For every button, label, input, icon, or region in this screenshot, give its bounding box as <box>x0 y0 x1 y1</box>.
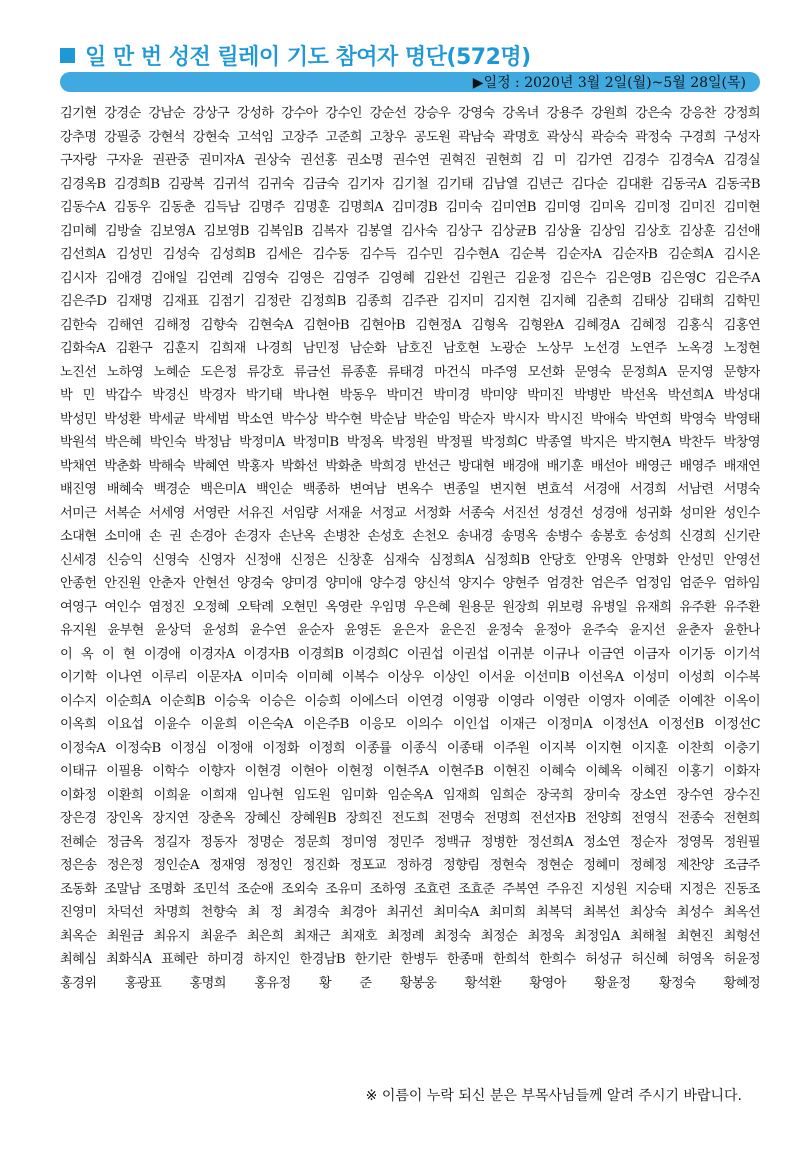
name-list-line: 진영미 차덕선 차명희 천향숙 최 정 최경숙 최경아 최귀선 최미숙A 최미희 최복덕 최복선 최상숙 최성수 최옥선 <box>60 905 760 920</box>
name-list-line: 박성민 박성환 박세균 박세범 박소연 박수상 박수현 박순남 박순임 박순자 박시자 박시진 박애숙 박연희 박영숙 박영태 <box>60 411 760 427</box>
name-list-line: 김선희A 김성민 김성숙 김성희B 김세은 김수동 김수득 김수민 김수현A 김순복 김순자A 김순자B 김순희A 김시온 <box>60 247 760 262</box>
name-list-line: 전혜순 정금옥 정길자 정동자 정명순 정문희 정미영 정민주 정백규 정병한 정선희A 정소연 정순자 정영목 정원필 <box>60 834 760 850</box>
name-list-line: 이 옥 이 현 이경애 이경자A 이경자B 이경희B 이경희C 이권섭 이권섭 이귀분 이규나 이금연 이금자 이기동 이기석 <box>60 646 760 662</box>
name-list-line: 서미근 서복순 서세영 서영란 서유진 서임량 서재윤 서정교 서정화 서종숙 서진선 성경선 성경애 성귀화 성미완 성인수 <box>60 505 760 521</box>
name-list-line: 이옥희 이요섭 이윤수 이윤희 이은숙A 이은주B 이응모 이의수 이인섭 이재근 이정미A 이정선A 이정선B 이정선C <box>60 717 760 732</box>
name-list-line: 박채연 박춘화 박해숙 박혜연 박홍자 박화선 박화춘 박희경 반선근 방대현 배경애 배기훈 배선아 배영근 배영주 배재연 <box>60 458 760 474</box>
name-list-line: 신세경 신승익 신영숙 신영자 신정애 신정은 신창훈 심재숙 심정희A 심정희B 안당호 안명옥 안명화 안성민 안영선 <box>60 552 760 568</box>
name-list-line: 김동수A 김동우 김동춘 김득남 김명주 김명훈 김명희A 김미경B 김미숙 김미연B 김미영 김미옥 김미정 김미진 김미현 <box>60 200 760 215</box>
name-list-line: 김경옥B 김경희B 김광복 김귀석 김귀숙 김금숙 김기자 김기철 김기태 김남열 김년근 김다순 김대환 김동국A 김동국B <box>60 176 760 192</box>
name-list-line: 김한숙 김해연 김해정 김향숙 김현숙A 김현아B 김현아B 김현정A 김형옥 김형완A 김혜경A 김혜정 김홍식 김홍연 <box>60 317 760 333</box>
name-list-line: 김미혜 김방술 김보영A 김보영B 김복임B 김복자 김봉열 김사숙 김상구 김상균B 김상율 김상임 김상호 김상훈 김선애 <box>60 223 760 239</box>
name-list-line: 김화숙A 김환구 김훈지 김희재 나경희 남민정 남순화 남호진 남호현 노광순 노상무 노선경 노연주 노옥경 노정현 <box>60 341 760 356</box>
name-list-line: 박 민 박갑수 박경신 박경자 박기태 박나현 박동우 박미건 박미경 박미양 박미진 박병반 박선옥 박선희A 박성대 <box>60 388 760 403</box>
name-list-line: 최옥순 최원금 최유지 최윤주 최은희 최재근 최재호 최정례 최정숙 최정순 최정욱 최정임A 최해철 최현진 최형선 <box>60 928 760 944</box>
name-list-line: 이태규 이필용 이학수 이향자 이현경 이현아 이현정 이현주A 이현주B 이현진 이혜숙 이혜옥 이혜진 이홍기 이화자 <box>60 764 760 779</box>
name-list-line: 안종헌 안진원 안춘자 안현선 양경숙 양미경 양미애 양수경 양신석 양지수 양현주 엄경찬 엄은주 엄정임 엄준우 엄하임 <box>60 576 760 591</box>
name-list-line: 박원석 박은혜 박인숙 박정남 박정미A 박정미B 박정옥 박정원 박정필 박정희C 박종열 박지은 박지현A 박찬두 박창영 <box>60 435 760 450</box>
name-list-line: 김시자 김애경 김애일 김연례 김영숙 김영은 김영주 김영혜 김완선 김원근 김윤정 김은수 김은영B 김은영C 김은주A <box>60 270 760 286</box>
name-list-line: 조동화 조말남 조명화 조민석 조순애 조외숙 조유미 조하영 조효련 조효준 주복연 주유진 지성원 지승태 지정은 진동조 <box>60 881 760 897</box>
name-list-line: 이정숙A 이정숙B 이정심 이정애 이정화 이정희 이종률 이종식 이종태 이주원 이지복 이지현 이지훈 이찬희 이충기 <box>60 740 760 756</box>
participant-name-list <box>60 102 760 1070</box>
name-list-line: 강추명 강필중 강현석 강현숙 고석임 고장주 고준희 고창우 공도원 곽남숙 곽명호 곽상식 곽승숙 곽정숙 구경희 구성자 <box>60 129 760 145</box>
schedule-date-range: ▶일정 : 2020년 3월 2일(월)~5월 28일(목) <box>472 75 746 91</box>
page-title: 일 만 번 성전 릴레이 기도 참여자 명단(572명) <box>85 44 531 70</box>
name-list-line: 구자랑 구자윤 권관중 권미자A 권상숙 권선홍 권소명 권수연 권혁진 권현희 김 미 김가연 김경수 김경숙A 김경실 <box>60 153 760 168</box>
name-list-line: 이수지 이순희A 이순희B 이승욱 이승은 이승희 이에스더 이연경 이영광 이영라 이영란 이영자 이예준 이예찬 이옥이 <box>60 693 760 709</box>
square-bullet-icon <box>60 48 75 63</box>
name-list-line: 정은송 정은정 정인순A 정재영 정정인 정진화 정포교 정하경 정향림 정현숙 정현순 정혜미 정혜정 제찬양 조금주 <box>60 858 760 873</box>
footer-note: ※ 이름이 누락 되신 분은 부목사님들께 알려 주시기 바랍니다. <box>365 1088 742 1104</box>
name-list-line: 홍경위 홍광표 홍명희 홍유정 황 준 황봉웅 황석환 황영아 황윤정 황정숙 황혜정 <box>60 975 760 991</box>
name-list-line: 여영구 여인수 염정진 오정혜 오탁례 오현민 옥영란 우임명 우은혜 원용문 원장희 위보령 유병일 유재희 유주환 유주환 <box>60 599 760 615</box>
name-list-line: 이기학 이나연 이루리 이문자A 이미숙 이미혜 이복수 이상우 이상인 이서윤 이선미B 이선옥A 이성미 이성희 이수복 <box>60 670 760 685</box>
page-header <box>60 38 760 72</box>
name-list-line: 김기현 강경순 강남순 강상구 강성하 강수아 강수인 강순선 강승우 강영숙 강옥녀 강용주 강원희 강은숙 강응찬 강정희 <box>60 106 760 121</box>
name-list-line: 배진영 배혜숙 백경순 백은미A 백인순 백종하 변여남 변옥수 변종일 변지현 변효석 서경애 서경희 서남련 서명숙 <box>60 482 760 497</box>
name-list-line: 김은주D 김재명 김재표 김점기 김정란 김정희B 김종희 김주관 김지미 김지현 김지혜 김춘희 김태상 김태희 김학민 <box>60 294 760 309</box>
name-list-line: 소대현 소미애 손 권 손경아 손경자 손난옥 손병찬 손성호 손천오 송내경 송명옥 송병수 송봉호 송성희 신경희 신기란 <box>60 529 760 544</box>
name-list-line: 장은경 장인옥 장지연 장춘옥 장혜신 장혜원B 장희진 전도희 전명숙 전명희 전선자B 전양희 전영식 전종숙 전현희 <box>60 811 760 826</box>
schedule-bar <box>60 72 760 92</box>
name-list-line: 최혜심 최화식A 표혜란 하미경 하지인 한경남B 한기란 한병두 한종매 한희석 한희수 허성규 허신혜 허영옥 허윤정 <box>60 952 760 967</box>
name-list-line: 이화정 이환희 이희윤 이희재 임나현 임도원 임미화 임순옥A 임재희 임희순 장국희 장미숙 장소연 장수연 장수진 <box>60 787 760 803</box>
name-list-line: 유지원 윤부현 윤상덕 윤성희 윤수연 윤순자 윤영돈 윤은자 윤은진 윤정숙 윤정아 윤주숙 윤지선 윤춘자 윤한나 <box>60 623 760 638</box>
name-list-line: 노진선 노하영 노혜순 도은정 류강호 류금선 류종훈 류태경 마건식 마주영 모선화 문영숙 문정희A 문지영 문향자 <box>60 364 760 380</box>
